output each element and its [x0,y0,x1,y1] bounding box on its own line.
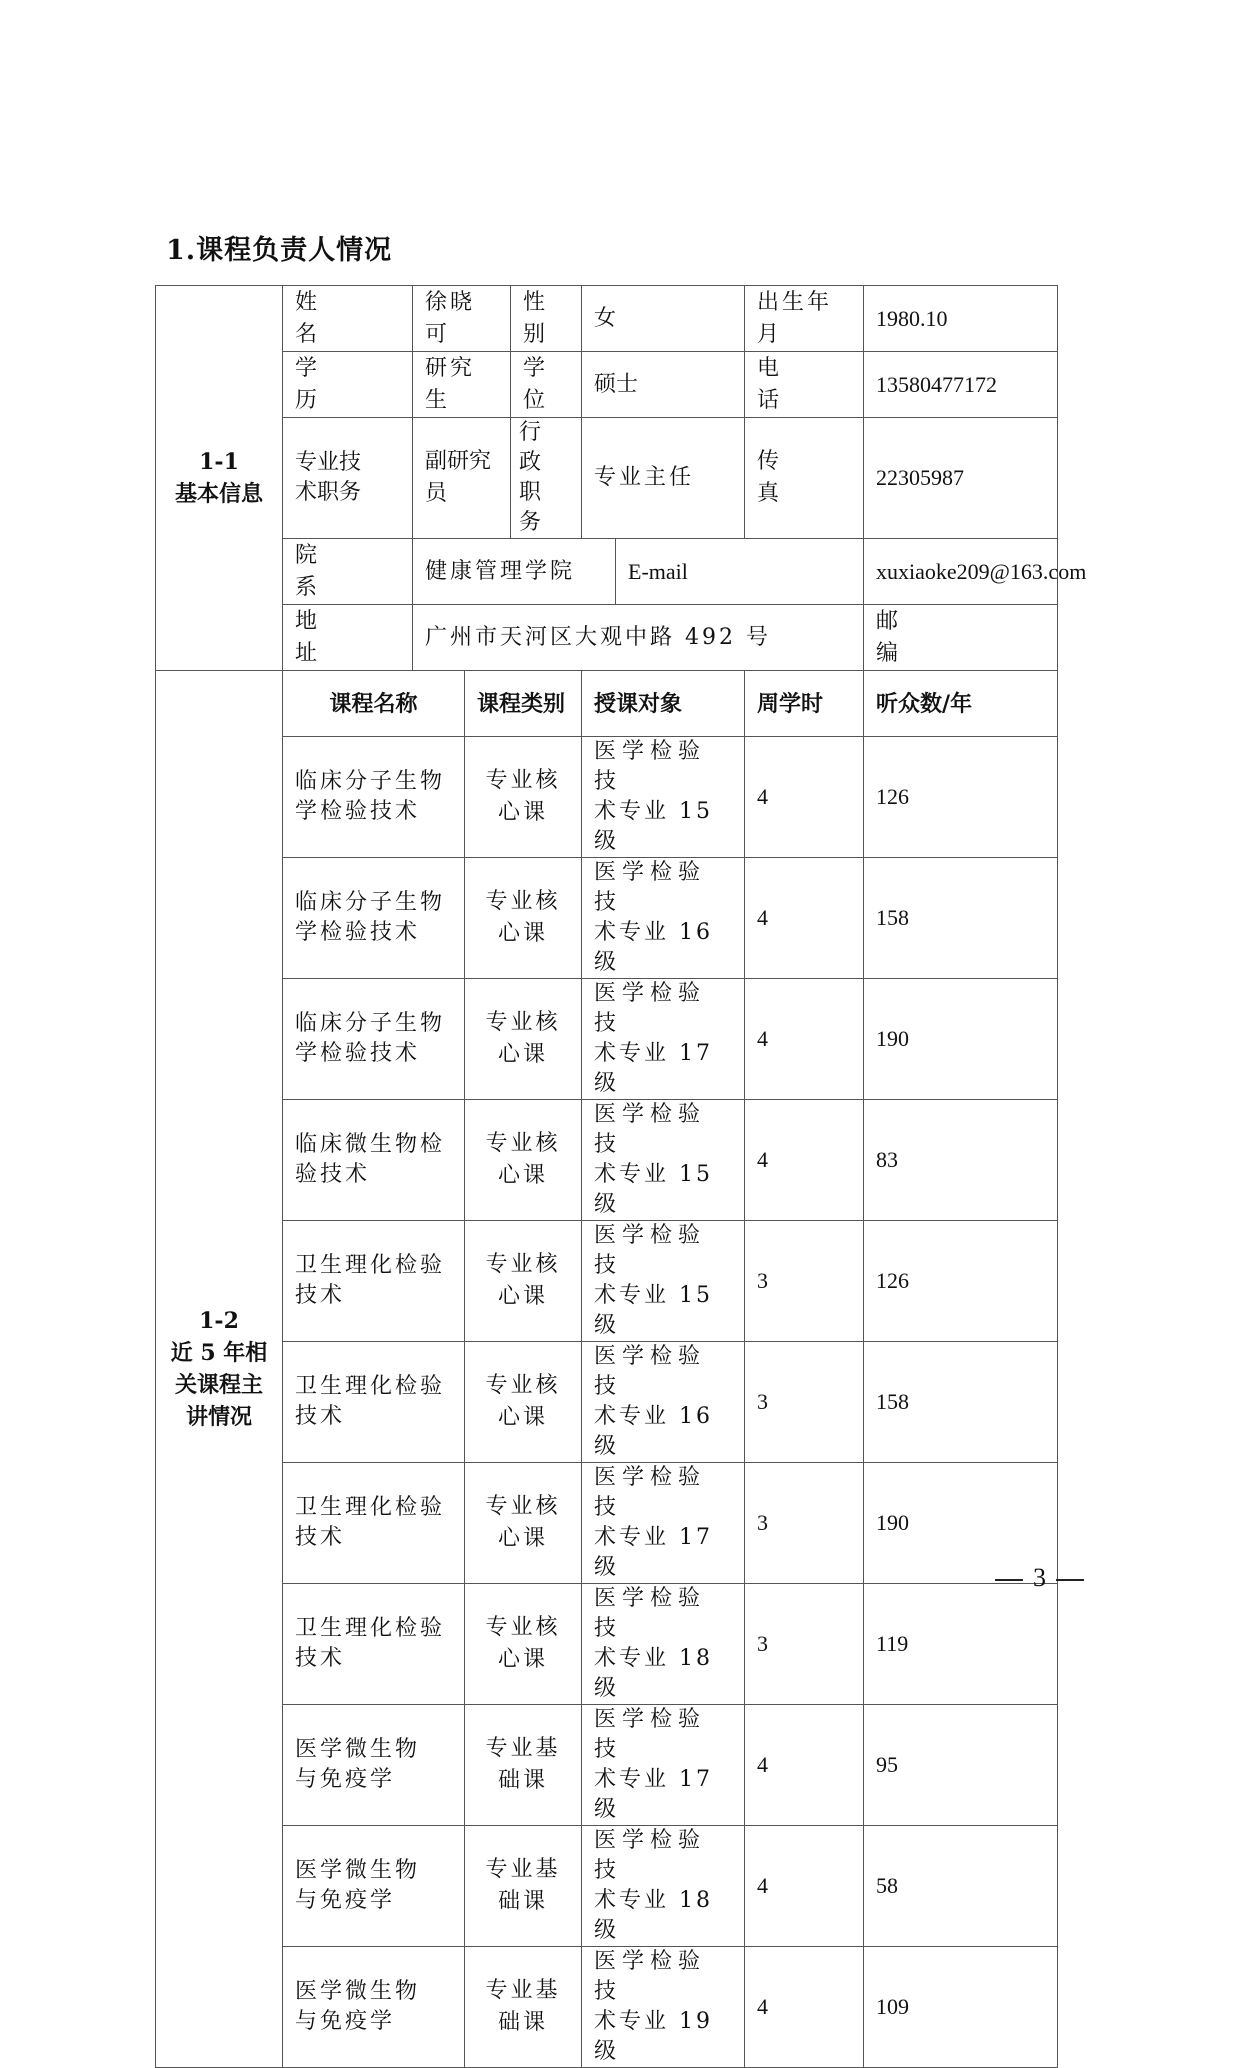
table-row [156,1100,1058,1221]
course-name-line2: 学检验技术 [295,1041,421,1066]
department-value: 健康管理学院 [413,539,616,605]
course-target-line2: 术专业 17 级 [594,1767,714,1822]
degree-value: 硕士 [582,352,745,418]
gender-value: 女 [582,286,745,352]
course-name-line1: 临床分子生物 [295,769,446,794]
course-name [283,1947,465,2068]
course-name-line1: 卫生理化检验 [295,1253,446,1278]
header-weekly-hours: 周学时 [745,671,864,737]
course-target-line2: 术专业 15 级 [594,1283,714,1338]
audience-count: 126 [864,1221,1058,1342]
weekly-hours: 4 [745,979,864,1100]
zip-label: 邮 编 [864,605,1058,671]
course-name [283,1705,465,1826]
course-type: 专业核心课 [465,979,582,1100]
course-target-line2: 术专业 15 级 [594,799,714,854]
course-name-line1: 医学微生物 [295,1979,421,2004]
course-target-line1: 医学检验技 [594,1223,707,1278]
table-row [156,979,1058,1100]
course-target-line1: 医学检验技 [594,1586,707,1641]
course-target-line2: 术专业 16 级 [594,1404,714,1459]
course-type: 专业核心课 [465,858,582,979]
course-target-line2: 术专业 15 级 [594,1162,714,1217]
address-value: 广州市天河区大观中路 492 号 [413,605,864,671]
course-name-line2: 与免疫学 [295,2009,396,2034]
course-type: 专业基础课 [465,1826,582,1947]
course-target [582,1947,745,2068]
birth-label: 出生年月 [745,286,864,352]
course-target-line1: 医学检验技 [594,1707,707,1762]
course-target [582,1342,745,1463]
table-row [156,1221,1058,1342]
course-name-line1: 医学微生物 [295,1858,421,1883]
course-target-line2: 术专业 19 级 [594,2009,714,2064]
table-row [156,1584,1058,1705]
course-name [283,979,465,1100]
course-target-line1: 医学检验技 [594,981,707,1036]
course-name-line1: 医学微生物 [295,1737,421,1762]
weekly-hours: 3 [745,1463,864,1584]
name-label: 姓 名 [283,286,413,352]
course-target-line1: 医学检验技 [594,1949,707,2004]
professional-title-label-line1: 专业技 [295,450,362,475]
header-course-name: 课程名称 [283,671,465,737]
course-target [582,979,745,1100]
course-type: 专业核心课 [465,1342,582,1463]
audience-count: 190 [864,979,1058,1100]
course-target-line1: 医学检验技 [594,1828,707,1883]
course-target [582,1705,745,1826]
weekly-hours: 4 [745,1100,864,1221]
course-name-line2: 技术 [295,1404,346,1429]
admin-post-value: 专业主任 [582,418,745,539]
course-name-line1: 卫生理化检验 [295,1495,446,1520]
section-1-number: 1-1 [199,449,239,475]
course-type: 专业基础课 [465,1705,582,1826]
course-type: 专业核心课 [465,737,582,858]
course-name [283,737,465,858]
audience-count: 126 [864,737,1058,858]
course-name-line2: 技术 [295,1525,346,1550]
course-type: 专业核心课 [465,1463,582,1584]
weekly-hours: 3 [745,1221,864,1342]
table-row [156,737,1058,858]
course-target [582,1826,745,1947]
name-value: 徐晓可 [413,286,511,352]
course-name-line2: 与免疫学 [295,1888,396,1913]
course-target-line2: 术专业 18 级 [594,1888,714,1943]
weekly-hours: 4 [745,858,864,979]
course-target [582,1100,745,1221]
course-name [283,1342,465,1463]
course-target-line2: 术专业 17 级 [594,1525,714,1580]
course-target [582,1221,745,1342]
course-target [582,1584,745,1705]
course-target-line1: 医学检验技 [594,860,707,915]
section-1-label: 基本信息 [174,481,263,507]
section-heading: 1.课程负责人情况 [166,235,393,266]
phone-label: 电 话 [745,352,864,418]
professional-title-label [283,418,413,539]
course-name [283,1221,465,1342]
course-name [283,1826,465,1947]
course-name [283,1100,465,1221]
course-name-line2: 学检验技术 [295,920,421,945]
fax-value: 22305987 [864,418,1058,539]
audience-count: 190 [864,1463,1058,1584]
course-name-line1: 卫生理化检验 [295,1374,446,1399]
audience-count: 158 [864,858,1058,979]
course-target [582,1463,745,1584]
gender-label: 性 别 [511,286,582,352]
table-row [156,1826,1058,1947]
section-1-title [156,286,283,671]
weekly-hours: 3 [745,1584,864,1705]
course-target [582,737,745,858]
professional-title-label-line2: 术职务 [295,480,362,505]
header-audience: 听众数/年 [864,671,1058,737]
course-name-line1: 卫生理化检验 [295,1616,446,1641]
course-target-line2: 术专业 18 级 [594,1646,714,1701]
course-name-line2: 与免疫学 [295,1767,396,1792]
course-target-line1: 医学检验技 [594,1102,707,1157]
course-name-line1: 临床微生物检 [295,1132,446,1157]
section-2-label-line3: 讲情况 [185,1404,252,1430]
course-name-line2: 技术 [295,1646,346,1671]
section-2-number: 1-2 [199,1308,239,1334]
page-number-dash-left [995,1579,1023,1581]
admin-post-label [511,418,582,539]
birth-value: 1980.10 [864,286,1058,352]
table-row [156,1342,1058,1463]
table-row [156,1463,1058,1584]
course-name-line2: 验技术 [295,1162,371,1187]
header-target: 授课对象 [582,671,745,737]
course-target [582,858,745,979]
weekly-hours: 4 [745,1826,864,1947]
course-type: 专业核心课 [465,1100,582,1221]
course-name [283,1463,465,1584]
course-name [283,1584,465,1705]
email-value: xuxiaoke209@163.com [864,539,1058,605]
audience-count: 109 [864,1947,1058,2068]
admin-post-label-line2: 职 务 [519,480,560,535]
course-type: 专业基础课 [465,1947,582,2068]
course-type: 专业核心课 [465,1221,582,1342]
section-2-label-line2: 关课程主 [174,1372,263,1398]
table-row [156,1947,1058,2068]
course-target-line2: 术专业 16 级 [594,920,714,975]
phone-value: 13580477172 [864,352,1058,418]
section-2-title [156,671,283,2068]
course-leader-table [155,285,1087,2068]
weekly-hours: 4 [745,1947,864,2068]
audience-count: 95 [864,1705,1058,1826]
page-number [985,1563,1094,1593]
audience-count: 58 [864,1826,1058,1947]
admin-post-label-line1: 行 政 [519,420,560,475]
audience-count: 83 [864,1100,1058,1221]
degree-label: 学 位 [511,352,582,418]
weekly-hours: 4 [745,1705,864,1826]
audience-count: 158 [864,1342,1058,1463]
course-name-line1: 临床分子生物 [295,890,446,915]
course-target-line2: 术专业 17 级 [594,1041,714,1096]
fax-label: 传 真 [745,418,864,539]
course-name-line1: 临床分子生物 [295,1011,446,1036]
course-target-line1: 医学检验技 [594,1344,707,1399]
course-name-line2: 技术 [295,1283,346,1308]
course-type: 专业核心课 [465,1584,582,1705]
audience-count: 119 [864,1584,1058,1705]
table-row [156,858,1058,979]
email-label: E-mail [616,539,864,605]
course-name-line2: 学检验技术 [295,799,421,824]
department-label: 院 系 [283,539,413,605]
section-2-label-line1: 近 5 年相 [170,1340,268,1366]
table-row [156,1705,1058,1826]
page-number-text: 3 [1033,1563,1046,1592]
course-target-line1: 医学检验技 [594,739,707,794]
address-label: 地 址 [283,605,413,671]
header-course-type: 课程类别 [465,671,582,737]
professional-title-value: 副研究员 [413,418,511,539]
education-label: 学 历 [283,352,413,418]
education-value: 研究生 [413,352,511,418]
page-number-dash-right [1056,1579,1084,1581]
weekly-hours: 3 [745,1342,864,1463]
course-target-line1: 医学检验技 [594,1465,707,1520]
weekly-hours: 4 [745,737,864,858]
course-name [283,858,465,979]
